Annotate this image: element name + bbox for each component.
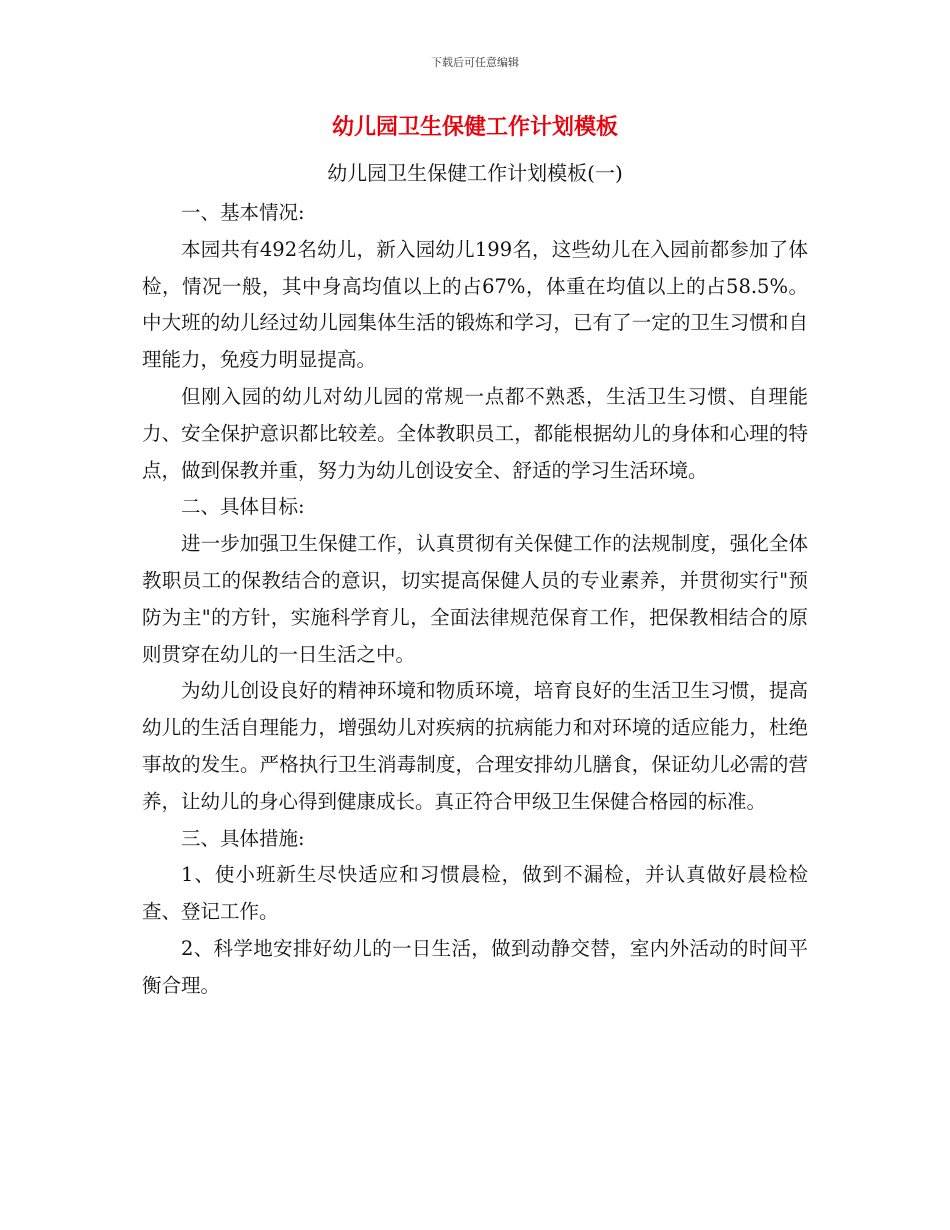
document-title: 幼儿园卫生保健工作计划模板 <box>331 115 618 140</box>
document-body <box>142 195 808 1005</box>
document-subtitle: 幼儿园卫生保健工作计划模板(一) <box>327 161 623 185</box>
paragraph: 进一步加强卫生保健工作，认真贯彻有关保健工作的法规制度，强化全体教职员工的保教结合的意识，切实提高保健人员的专业素养，并贯彻实行"预防为主"的方针，实施科学育儿，全面法律规范保育工作，把保教相结合的原则贯穿在幼儿的一日生活之中。 <box>142 532 808 666</box>
section-heading-measures: 三、具体措施: <box>181 826 305 850</box>
paragraph: 为幼儿创设良好的精神环境和物质环境，培育良好的生活卫生习惯，提高幼儿的生活自理能力，增强幼儿对疾病的抗病能力和对环境的适应能力，杜绝事故的发生。严格执行卫生消毒制度，合理安排幼儿膳食，保证幼儿必需的营养，让幼儿的身心得到健康成长。真正符合甲级卫生保健合格园的标准。 <box>142 679 808 813</box>
header-note: 下载后可任意编辑 <box>431 56 519 69</box>
paragraph: 2、科学地安排好幼儿的一日生活，做到动静交替，室内外活动的时间平衡合理。 <box>142 936 808 997</box>
section-heading-basic: 一、基本情况: <box>181 201 305 224</box>
section-heading-goals: 二、具体目标: <box>181 495 305 519</box>
paragraph: 1、使小班新生尽快适应和习惯晨检，做到不漏检，并认真做好晨检检查、登记工作。 <box>142 863 808 924</box>
paragraph: 但刚入园的幼儿对幼儿园的常规一点都不熟悉，生活卫生习惯、自理能力、安全保护意识都比较差。全体教职员工，都能根据幼儿的身体和心理的特点，做到保教并重，努力为幼儿创设安全、舒适的学习生活环境。 <box>142 384 808 482</box>
paragraph: 本园共有492名幼儿，新入园幼儿199名，这些幼儿在入园前都参加了体检，情况一般，其中身高均值以上的占67%，体重在均值以上的占58.5%。中大班的幼儿经过幼儿园集体生活的锻炼和学习，已有了一定的卫生习惯和自理能力，免疫力明显提高。 <box>142 237 808 372</box>
